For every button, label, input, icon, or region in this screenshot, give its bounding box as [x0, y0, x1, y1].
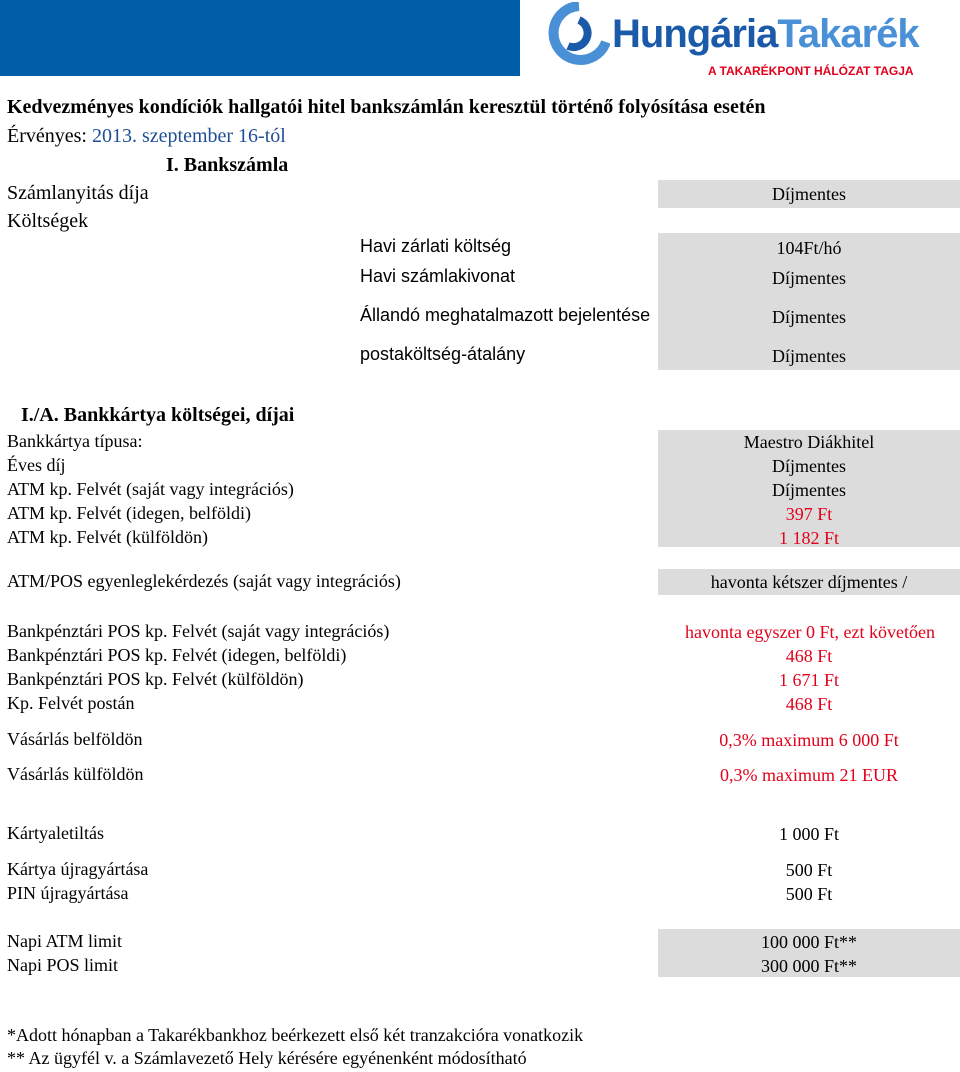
row-value-card-type: Maestro Diákhitel	[743, 432, 875, 452]
costs-label: Költségek	[7, 210, 89, 232]
row-label-atm-abroad: ATM kp. Felvét (külföldön)	[7, 527, 208, 547]
cost-label-permanent-proxy: Állandó meghatalmazott bejelentése	[360, 305, 651, 325]
row-label-atm-domestic: ATM kp. Felvét (idegen, belföldi)	[7, 503, 251, 523]
row-value-card-reissue: 500 Ft	[785, 860, 833, 880]
row-label-pin-reissue: PIN újragyártása	[7, 883, 129, 903]
row-value-balance-inquiry: havonta kétszer díjmentes /	[710, 572, 908, 592]
footnote-1: *Adott hónapban a Takarékbankhoz beérkezett első két tranzakcióra vonatkozik	[7, 1025, 584, 1045]
section-bankszamla-heading: I. Bankszámla	[166, 154, 289, 176]
row-value-daily-pos-limit: 300 000 Ft**	[760, 956, 857, 976]
row-value-post-withdrawal: 468 Ft	[785, 694, 833, 714]
row-value-card-block: 1 000 Ft	[778, 824, 839, 844]
row-label-pos-own: Bankpénztári POS kp. Felvét (saját vagy integrációs)	[7, 621, 390, 641]
row-value-pos-own: havonta egyszer 0 Ft, ezt követően	[685, 622, 935, 642]
page-title: Kedvezményes kondíciók hallgatói hitel bankszámlán keresztül történő folyósítása esetén	[7, 96, 766, 118]
row-value-purchase-domestic: 0,3% maximum 6 000 Ft	[719, 730, 899, 750]
row-label-card-block: Kártyaletiltás	[7, 823, 104, 843]
row-value-annual-fee: Díjmentes	[772, 456, 846, 476]
row-label-card-reissue: Kártya újragyártása	[7, 859, 149, 879]
row-label-pos-domestic: Bankpénztári POS kp. Felvét (idegen, belföldi)	[7, 645, 347, 665]
row-value-pin-reissue: 500 Ft	[785, 884, 833, 904]
section-card-heading: I./A. Bankkártya költségei, díjai	[21, 404, 295, 426]
logo-swoosh-icon	[548, 2, 610, 74]
row-value-daily-atm-limit: 100 000 Ft**	[760, 932, 857, 952]
cost-value-permanent-proxy: Díjmentes	[772, 307, 846, 327]
cost-label-monthly-closing: Havi zárlati költség	[360, 236, 512, 256]
cost-label-postage: postaköltség-átalány	[360, 344, 526, 364]
footnote-2: ** Az ügyfél v. a Számlavezető Hely kérésére egyénenként módosítható	[7, 1048, 527, 1068]
logo-tagline: A TAKARÉKPONT HÁLÓZAT TAGJA	[708, 64, 914, 78]
row-label-daily-atm-limit: Napi ATM limit	[7, 931, 123, 951]
row-value-pos-domestic: 468 Ft	[785, 646, 833, 666]
row-label-balance-inquiry: ATM/POS egyenleglekérdezés (saját vagy integrációs)	[7, 571, 401, 591]
cost-value-monthly-closing: 104Ft/hó	[776, 238, 842, 258]
row-value-purchase-abroad: 0,3% maximum 21 EUR	[720, 765, 898, 785]
row-label-card-type: Bankkártya típusa:	[7, 431, 143, 451]
logo-wordmark: HungáriaTakarék	[612, 12, 919, 56]
row-label-purchase-abroad: Vásárlás külföldön	[7, 764, 144, 784]
row-label-post-withdrawal: Kp. Felvét postán	[7, 693, 135, 713]
opening-fee-value: Díjmentes	[658, 180, 960, 208]
validity-line: Érvényes: 2013. szeptember 16-tól	[7, 125, 286, 147]
cost-value-postage: Díjmentes	[772, 346, 846, 366]
row-value-atm-own: Díjmentes	[772, 480, 846, 500]
costs-values-box	[658, 233, 960, 370]
row-label-pos-abroad: Bankpénztári POS kp. Felvét (külföldön)	[7, 669, 304, 689]
row-label-purchase-domestic: Vásárlás belföldön	[7, 729, 143, 749]
row-value-atm-domestic: 397 Ft	[785, 504, 833, 524]
row-label-annual-fee: Éves díj	[7, 455, 66, 475]
row-value-pos-abroad: 1 671 Ft	[778, 670, 839, 690]
cost-label-monthly-statement: Havi számlakivonat	[360, 266, 516, 286]
row-label-atm-own: ATM kp. Felvét (saját vagy integrációs)	[7, 479, 294, 499]
cost-value-monthly-statement: Díjmentes	[772, 268, 846, 288]
hungaria-takarek-logo	[548, 0, 960, 86]
opening-fee-label: Számlanyitás díja	[7, 182, 149, 204]
validity-date: 2013. szeptember 16-tól	[91, 125, 286, 147]
header-bar	[0, 0, 520, 76]
row-value-atm-abroad: 1 182 Ft	[778, 528, 839, 548]
row-label-daily-pos-limit: Napi POS limit	[7, 955, 119, 975]
